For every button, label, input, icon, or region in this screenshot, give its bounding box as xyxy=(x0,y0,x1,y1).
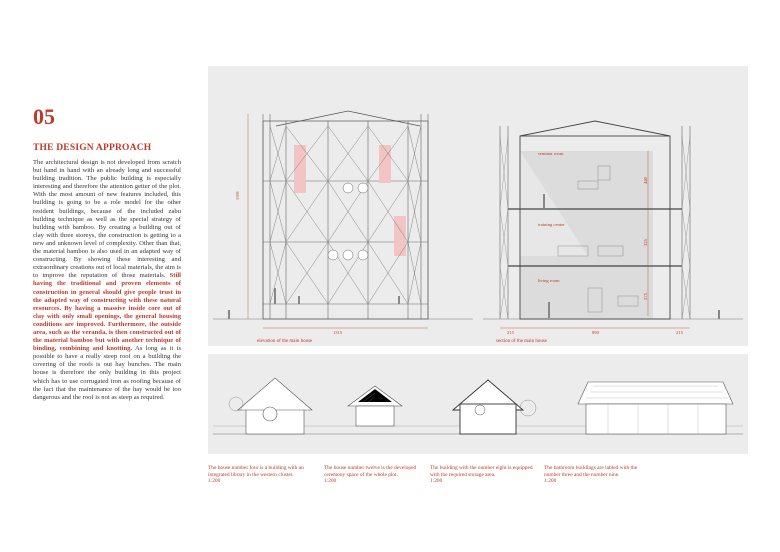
building-caption-2 xyxy=(324,465,434,485)
building-caption-1-text: The house number four is a building with an integrated library in the western cluster. xyxy=(208,465,304,478)
building-caption-2-scale: 1:200 xyxy=(324,478,337,484)
paragraph-part-3: As long as it is possible to have a really steep roof on a building the covering of the roofs is out hay bunches. The main house is therefore the only building in this project which has to use corrugated iron as roofing because of the fact that the maintenance of the hay would be too dangerous and the roof is not as steep as required. xyxy=(33,345,182,401)
building-caption-3 xyxy=(430,465,540,485)
building-caption-3-scale: 1:200 xyxy=(430,478,443,484)
section-dim-height-2: 325 xyxy=(642,239,648,246)
building-caption-4 xyxy=(544,465,654,485)
room-label-training: training center xyxy=(538,222,565,227)
elevation-dim-height: 1591 xyxy=(235,190,241,201)
paragraph-part-1: The architectural design is not developed from scratch but hand in hand with an already long and successful building tradition. The public building is especially interesting and therefore the attention getter of the plot. With the most amount of new features included, this building is going to be a role model for the other resident buildings, because of the included zabu building technique as well as the special strategy of building with bamboo. By creating a building out of clay with three storeys, the construction is getting to a new and unknown level of complexity. Other than that, the material bamboo is also used in an adapted way of constructing. By showing these interesting and extraordinary creations out of local materials, the aim is to improve the reputation of those materials. xyxy=(33,159,181,280)
section-title: THE DESIGN APPROACH xyxy=(33,143,152,153)
section-drawing xyxy=(478,66,748,346)
room-label-seminar: seminar room xyxy=(538,151,564,156)
building-caption-3-text: The building with the number eight is equipped with the required storage area. xyxy=(430,465,533,478)
elevation-drawing xyxy=(208,66,478,346)
section-caption: section of the main house xyxy=(496,339,548,344)
building-caption-4-scale: 1:200 xyxy=(544,478,557,484)
small-buildings-drawing xyxy=(208,354,748,454)
section-number: 05 xyxy=(33,104,55,129)
section-dim-height-3: 275 xyxy=(642,293,648,300)
building-caption-1 xyxy=(208,465,318,485)
elevation-caption: elevation of the main house xyxy=(257,339,313,344)
body-paragraph xyxy=(33,159,181,402)
section-dim-center: 890 xyxy=(592,330,599,335)
section-dim-left: 215 xyxy=(507,330,514,335)
building-caption-2-text: The house number twelve is the developed ceremony space of the whole plot. xyxy=(324,465,417,478)
building-caption-1-scale: 1:200 xyxy=(208,478,221,484)
paragraph-part-2: Still having the traditional and proven elements of construction in general should give people trust in the adapted way of constructing with these natural resources. By having a massive inside core out of clay with only small openings, the general housing conditions are improved. Furthermore, the outside area, such as the veranda, is then constructed out of the material bamboo but with another technique of binding, combining and knotting. xyxy=(33,272,181,353)
elevation-dim-total: 1315 xyxy=(333,330,343,335)
building-caption-4-text: The bathroom buildings are labled with the number three and the number nine. xyxy=(544,465,638,478)
section-dim-height-1: 440 xyxy=(642,177,648,184)
section-dim-right: 215 xyxy=(676,330,683,335)
room-label-living: living room xyxy=(538,278,560,283)
